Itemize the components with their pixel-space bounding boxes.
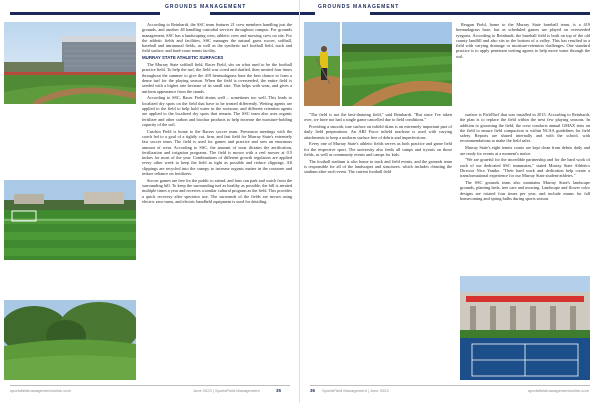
subhead-athletic-surfaces: MURRAY STATE ATHLETIC SURFACES: [142, 55, 224, 61]
tennis-courts-photo: [460, 276, 590, 380]
footer-url-right: sportsfieldmanagementonline.com: [528, 388, 589, 393]
footer-url-left: sportsfieldmanagementonline.com: [10, 388, 71, 393]
hillside-trees-photo: [4, 300, 136, 380]
page-number-right: 36: [310, 388, 316, 393]
page-number-left: 35: [276, 388, 282, 393]
section-label-left: GROUNDS MANAGEMENT: [165, 4, 247, 10]
groundskeeper-photo: [304, 22, 340, 106]
right-paragraph: Murray State's eight tennis courts are kept clean from debris daily and are ready for events at a moment's notice.: [460, 145, 590, 156]
right-article-column-intro: [456, 22, 590, 108]
right-paragraph: "The field is not the best-draining field," said Reinhardt. "But since I've taken over, we have not had a single game cancelled due to field conditions.": [304, 112, 452, 123]
baseball-field-photo: [342, 22, 452, 106]
footer-rule-left: [10, 385, 290, 386]
right-paragraph: Every one of Murray State's athletic fields serves as both practice and game field for the respective sport. The university also feeds all camps and tryouts on those fields, as well as community events and camps for kids.: [304, 141, 452, 158]
left-paragraph: Cutchin Field is home to the Racers soccer team. Preseason meetings with the coach led to a goal of a tightly cut, firm, and fast field for Murray State's extremely fast soccer team. The field is used for games and practice and sees an enormous amount of wear. According to SSC, the amount of wear dictates the aerification, fertilization and irrigation programs. The field is mown with a reel mower at 0.5 inches for most of the year. Combinations of different growth regulators are applied every other week to keep the field as tight as possible and reduce clippings. All clippings are recycled into the canopy to increase organic matter in the rootzone and reduce reliance on fertilizers.: [142, 128, 292, 177]
footer-issue-right: SportsField Management | June 2023: [322, 388, 389, 393]
right-page: [300, 0, 600, 403]
right-paragraph: "We are grateful for the incredible partnership and for the hard work of each of our dedicated SSC teammates," stated Murray State Athletics Director Nico Yantko. "Their hard work and dedication help create a transformational experience for our Murray State student-athletes.": [460, 157, 590, 179]
left-article-column: [142, 22, 292, 382]
header-rule-left: [10, 12, 160, 15]
footer-issue-left: June 2023 | SportsField Management: [193, 388, 260, 393]
right-paragraph: Reagan Field, home to the Murray State baseball team, is a 419 bermudagrass base, but as scheduled games are played on overseeded ryegrass. According to Reinhardt, the baseball field is built on top of the old county landfill and also sits in the bottom of a valley. This has resulted in a field with varying drainage or moisture-retention challenges. One standard practice is to apply penetrant wetting agents to help move water through the soil.: [456, 22, 590, 59]
right-paragraph: Providing a smooth, true surface on infield skins is an extremely important part of daily field preparations. An ABI Force infield machine is used with varying attachments to keep a uniform surface free of debris and imperfections.: [304, 124, 452, 140]
header-rule-right: [370, 12, 590, 15]
left-paragraph: Soccer games are free for the public to attend, and fans can park and watch from the surrounding hill. To keep the surrounding turf as healthy as possible, the hill is aerated multiple times a year and receives a similar cultural program as the field. This provides a quick recovery after spectator use. The surrounds of the fields are mown using electric zero-turns, and electric handheld equipment is used for detailing.: [142, 177, 292, 204]
footer-rule-right: [310, 385, 590, 386]
right-paragraph: The football stadium is also home to track and field events, and the grounds team is responsible for all of the landscapes and structures, which includes cleaning the stadium after each event. The current football field: [304, 158, 452, 175]
right-article-column-lower: [460, 112, 590, 272]
right-paragraph: surface is FieldTurf that was installed in 2015. According to Reinhardt, the plan is to replace the field within the next few playing seasons. In addition to grooming the field, the crew conducts annual GMAX tests on the field to ensure field compaction is within NCAA guidelines for field safety. Reports are shared internally and with the school, with recommendations to make the field safer.: [460, 112, 590, 144]
left-paragraph: According to Reinhardt, the SSC team features 21 crew members handling just the grounds, and another 48 handling custodial services throughout campus. For grounds management, SSC has a landscaping crew, athletic crew and mowing crew on site. For the athletic fields and facilities, SSC manages the natural grass soccer, softball, baseball and intramural fields, as well as the synthetic turf football field, track and field surface, and hard-court tennis facility.: [142, 22, 292, 54]
header-rule-right-start: [300, 12, 315, 15]
soccer-field-photo: [4, 180, 136, 260]
left-paragraph: The Murray State softball field, Racer Field, sits on what used to be the football practice field. To help the turf, the field was cored and drafted, then aerated four times throughout the summer to give the 419 bermudagrass base the best chance to form a dense turf for the playing season. When the field is overseeded, the entire field is seeded with a higher rate because of its small size. This helps with wear, and gives a uniform appearance from the stands.: [142, 62, 292, 94]
section-label-right: GROUNDS MANAGEMENT: [318, 4, 400, 10]
right-article-column-top: [304, 112, 452, 280]
left-paragraph: According to SSC, Racer Field drains well – sometimes too well. This leads to localized dry spots on the field that have to be treated differently. Wetting agents are applied to the field to help hold water in the rootzone, and different retention agents are applied to the localized dry spots that remain. The SSC team also uses organic fertilizer and other carbon and biochar products to help increase the moisture-holding capacity of the soil.: [142, 95, 292, 127]
softball-stadium-photo: [4, 22, 136, 104]
header-rule-left-end: [210, 12, 300, 15]
right-paragraph: The SSC grounds team also maintains Murray State's landscape grounds, planting beds, tree care and mowing. Landscape and flower color designs are rotated four times per year, and include mums for fall homecoming and spring bulbs during sports season.: [460, 180, 590, 201]
